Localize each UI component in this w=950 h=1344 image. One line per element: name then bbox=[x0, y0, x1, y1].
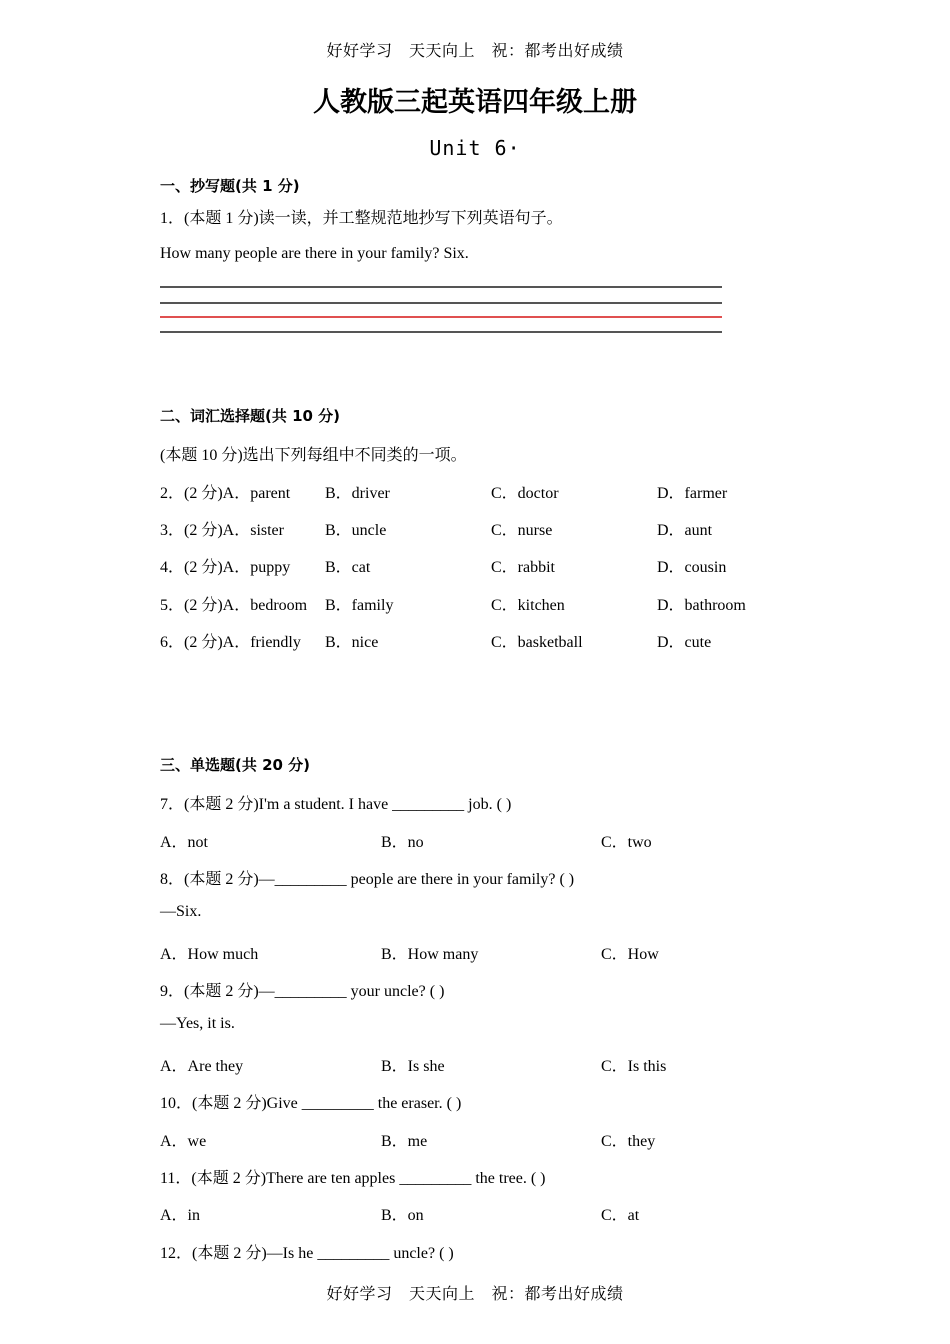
q10-option-a: A．we bbox=[160, 1133, 207, 1150]
writing-line-3 bbox=[160, 331, 722, 333]
q11-option-a: A．in bbox=[160, 1207, 201, 1224]
vocab-option-b: B．uncle bbox=[325, 522, 387, 539]
q9-option-c: C．Is this bbox=[601, 1058, 667, 1075]
q10-option-c: C．they bbox=[601, 1133, 656, 1150]
vocab-option-a: 6．(2 分)A．friendly bbox=[160, 634, 301, 651]
vocab-option-c: C．basketball bbox=[491, 634, 583, 651]
q8-option-c: C．How bbox=[601, 946, 659, 963]
vocab-option-a: 2．(2 分)A．parent bbox=[160, 485, 291, 502]
q11-option-b: B．on bbox=[381, 1207, 424, 1224]
q7-option-a: A．not bbox=[160, 834, 209, 851]
q7-option-c: C．two bbox=[601, 834, 652, 851]
page-footer: 好好学习 天天向上 祝：都考出好成绩 bbox=[326, 1284, 624, 1303]
vocab-option-c: C．rabbit bbox=[491, 559, 555, 576]
vocab-option-d: D．aunt bbox=[657, 522, 713, 539]
q9-option-b: B．Is she bbox=[381, 1058, 445, 1075]
question-1-sentence: How many people are there in your family? Six. bbox=[160, 245, 469, 262]
question-9-answer-line: —Yes, it is. bbox=[160, 1015, 235, 1032]
section-3-heading: 三、单选题(共 20 分) bbox=[160, 756, 311, 774]
vocab-option-c: C．nurse bbox=[491, 522, 553, 539]
question-11: 11．(本题 2 分)There are ten apples _________ the tree. ( ) bbox=[160, 1170, 546, 1187]
question-10: 10．(本题 2 分)Give _________ the eraser. ( ) bbox=[160, 1095, 462, 1112]
writing-line-1 bbox=[160, 286, 722, 288]
q7-option-b: B．no bbox=[381, 834, 424, 851]
vocab-option-c: C．doctor bbox=[491, 485, 559, 502]
question-9: 9．(本题 2 分)—_________ your uncle? ( ) bbox=[160, 983, 445, 1000]
q8-option-b: B．How many bbox=[381, 946, 479, 963]
question-7: 7．(本题 2 分)I'm a student. I have _________ job. ( ) bbox=[160, 796, 512, 813]
q11-option-c: C．at bbox=[601, 1207, 640, 1224]
section-2-heading: 二、词汇选择题(共 10 分) bbox=[160, 407, 341, 425]
q9-option-a: A．Are they bbox=[160, 1058, 244, 1075]
page-header: 好好学习 天天向上 祝：都考出好成绩 bbox=[326, 41, 624, 60]
vocab-option-d: D．farmer bbox=[657, 485, 728, 502]
writing-line-red bbox=[160, 316, 722, 318]
vocab-option-a: 4．(2 分)A．puppy bbox=[160, 559, 291, 576]
question-8-answer-line: —Six. bbox=[160, 903, 202, 920]
vocab-option-b: B．driver bbox=[325, 485, 390, 502]
question-12: 12．(本题 2 分)—Is he _________ uncle? ( ) bbox=[160, 1245, 454, 1262]
vocab-option-a: 5．(2 分)A．bedroom bbox=[160, 597, 308, 614]
q10-option-b: B．me bbox=[381, 1133, 428, 1150]
writing-line-2 bbox=[160, 302, 722, 304]
question-1: 1．(本题 1 分)读一读，并工整规范地抄写下列英语句子。 bbox=[160, 210, 563, 227]
vocab-option-b: B．cat bbox=[325, 559, 371, 576]
question-8: 8．(本题 2 分)—_________ people are there in your family? ( ) bbox=[160, 871, 575, 888]
vocab-option-c: C．kitchen bbox=[491, 597, 565, 614]
section-2-intro: (本题 10 分)选出下列每组中不同类的一项。 bbox=[160, 447, 467, 464]
vocab-option-d: D．bathroom bbox=[657, 597, 746, 614]
vocab-option-d: D．cute bbox=[657, 634, 712, 651]
vocab-option-b: B．family bbox=[325, 597, 394, 614]
vocab-option-d: D．cousin bbox=[657, 559, 727, 576]
unit-title: Unit 6· bbox=[429, 136, 521, 160]
page-title: 人教版三起英语四年级上册 bbox=[313, 87, 637, 118]
vocab-option-b: B．nice bbox=[325, 634, 379, 651]
vocab-option-a: 3．(2 分)A．sister bbox=[160, 522, 284, 539]
q8-option-a: A．How much bbox=[160, 946, 259, 963]
section-1-heading: 一、抄写题(共 1 分) bbox=[160, 177, 300, 195]
